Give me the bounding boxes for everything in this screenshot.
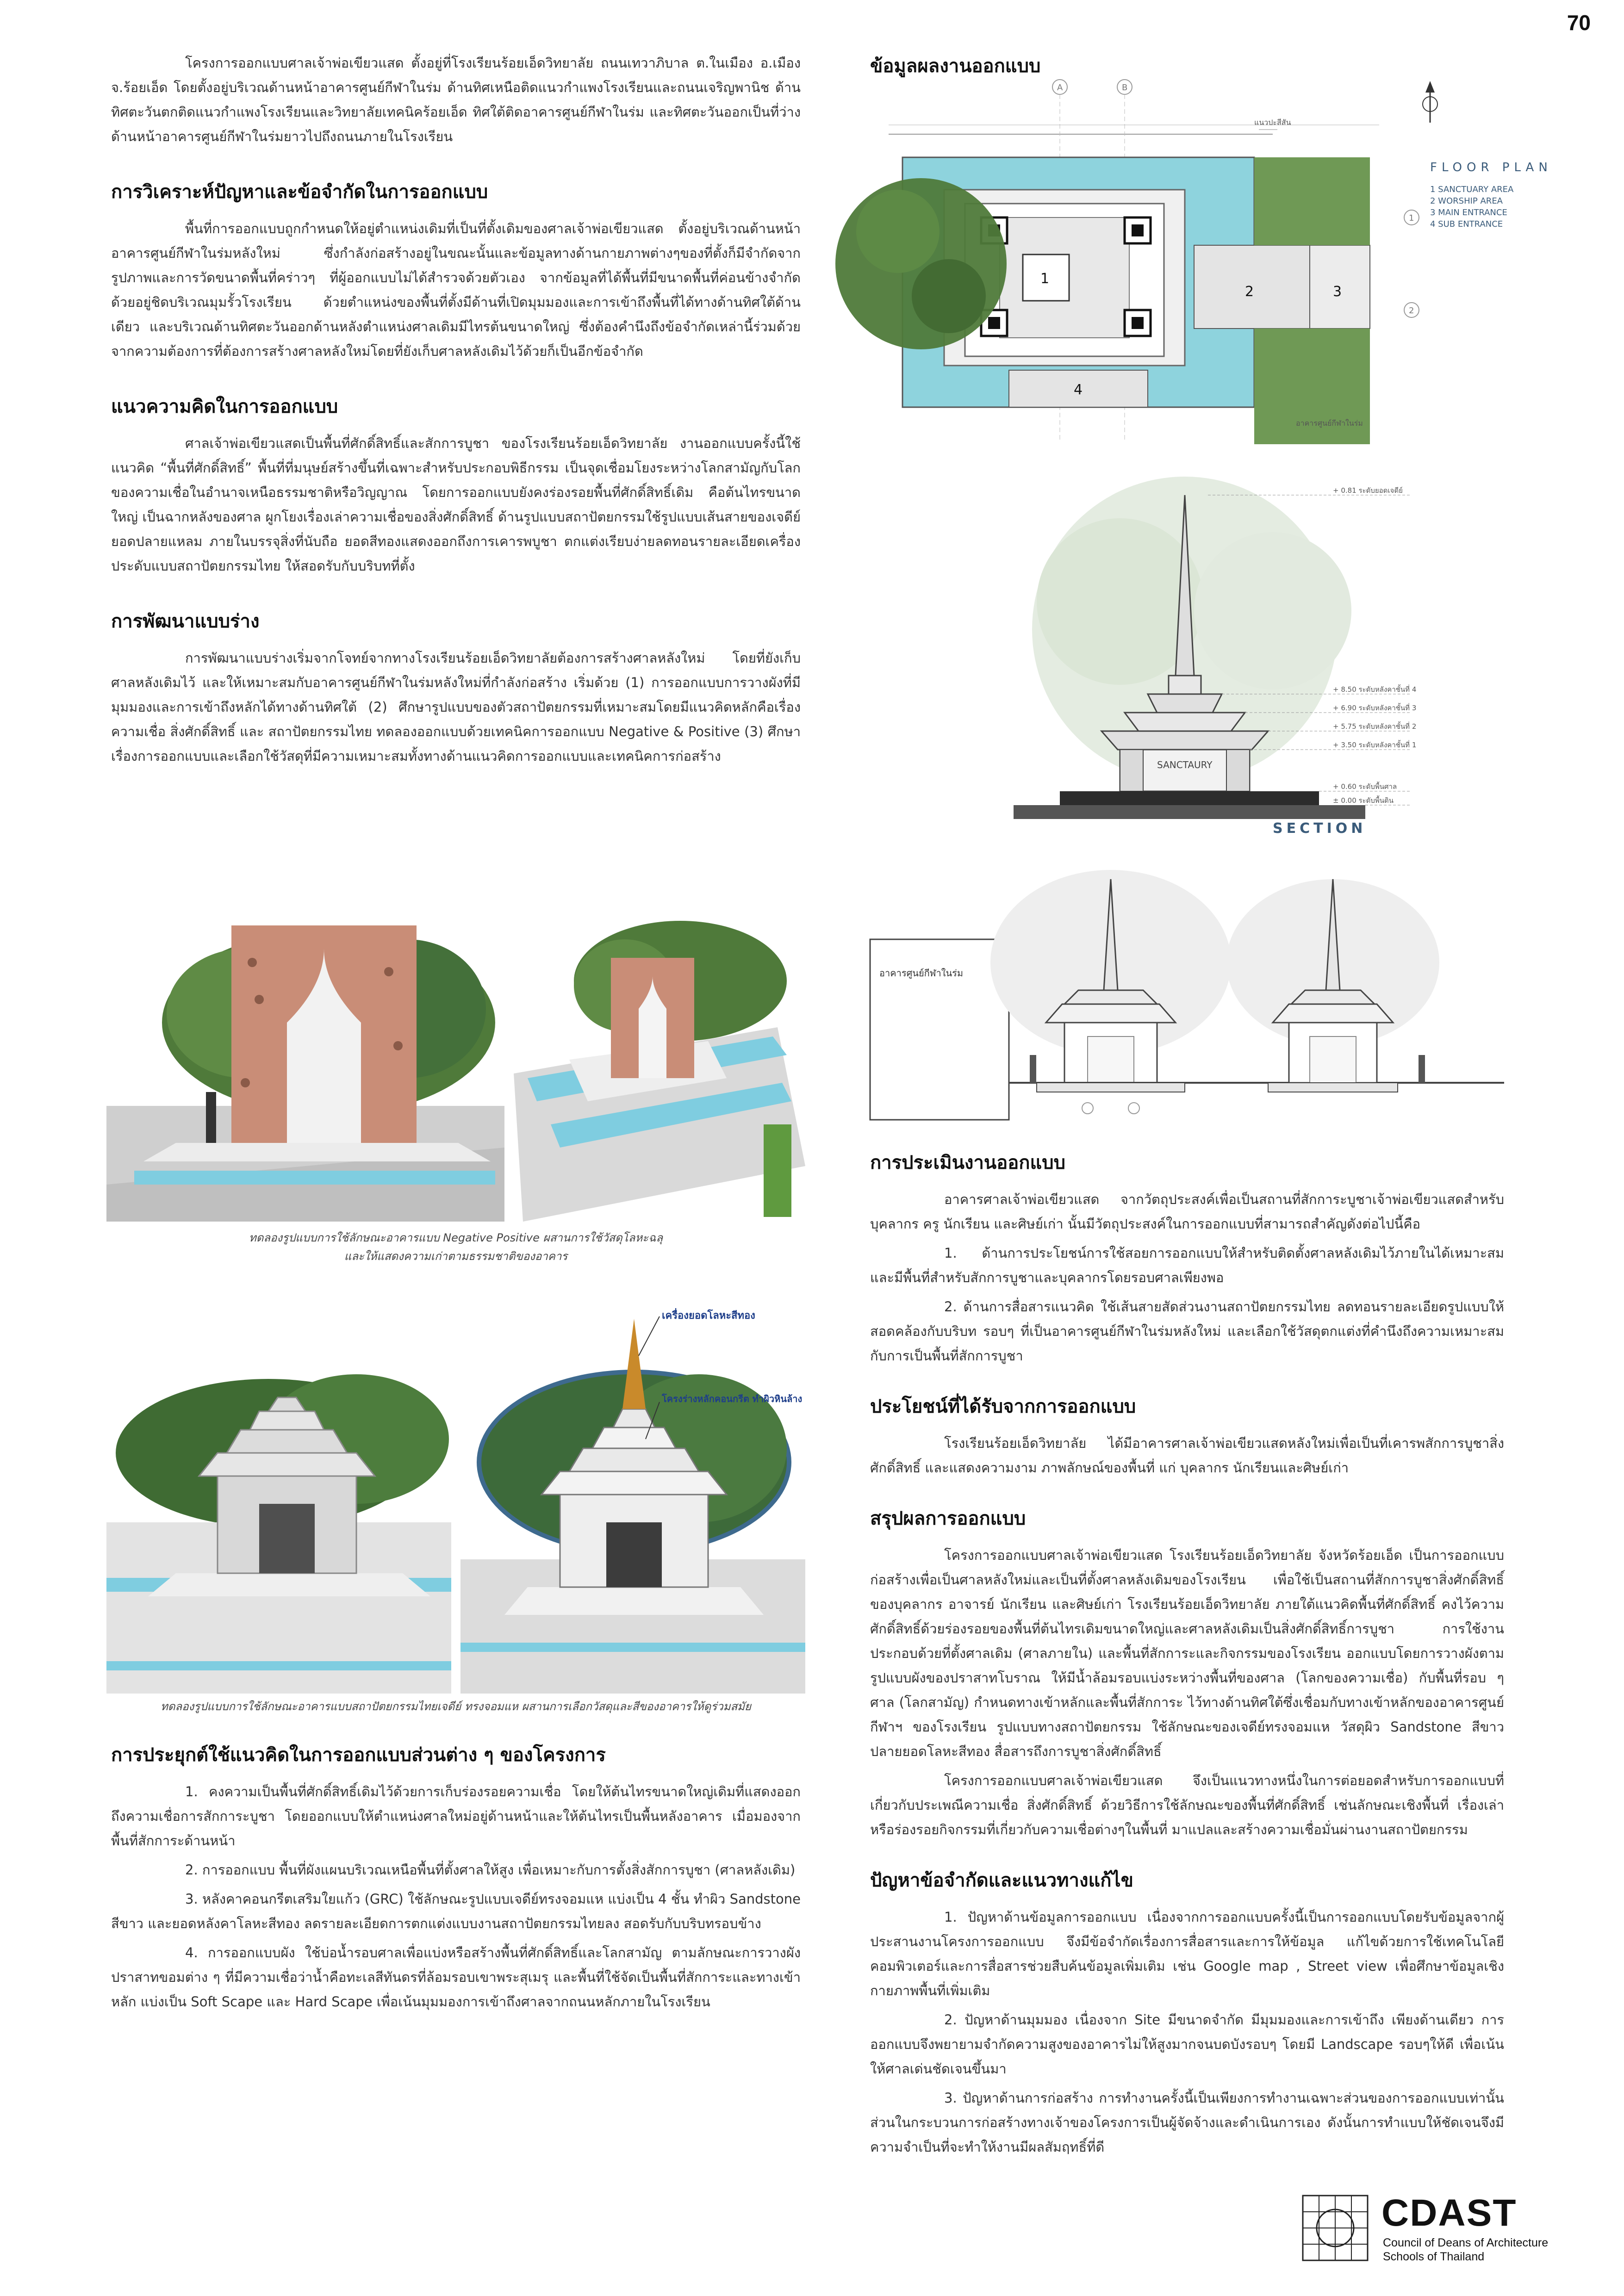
section-level-4: + 5.75 ระดับหลังคาชั้นที่ 2 (1333, 722, 1417, 731)
section-level-5: + 3.50 ระดับหลังคาชั้นที่ 1 (1333, 741, 1417, 749)
section-concept-text: ศาลเจ้าพ่อเขียวแสดเป็นพื้นที่ศักดิ์สิทธิ์และสักการบูชา ของโรงเรียนร้อยเอ็ดวิทยาลัย งานออกแบบครั้งนี้ใช้แนวคิด “พื้นที่ศักดิ์สิทธิ์” พื้นที่ที่มนุษย์สร้างขึ้นที่เฉพาะสำหรับประกอบพิธีกรรม เป็นจุดเชื่อมโยงระหว่างโลกสามัญกับโลกของความเชื่อในอำนาจเหนือธรรมชาติหรือวิญญาณ โดยการออกแบบยังคงร่องรอยพื้นที่ศักดิ์สิทธิ์เดิม คือต้นไทรขนาดใหญ่ เป็นฉากหลังของศาล ผูกโยงเรื่องเล่าความเชื่อของสิ่งศักดิ์สิทธิ์ ด้านรูปแบบสถาปัตยกรรมใช้รูปแบบเส้นสายของเจดีย์ยอดปลายแหลม ภายในบรรจุสิ่งที่นับถือ ยอดสีทองแสดงออกถึงการเคารพบูชา ตกแต่งเรียบง่ายลดทอนรายละเอียดเครื่องประดับแบบสถาปัตยกรรมไทย ให้สอดรับกับบริบทที่ตั้ง (111, 435, 801, 574)
plan-label-1: 1 (1040, 271, 1050, 287)
problem-point-1: 1. ปัญหาด้านข้อมูลการออกแบบ เนื่องจากการออกแบบครั้งนี้เป็นการออกแบบโดยรับข้อมูลจากผู้ประสานงานโครงการออกแบบ จึงมีข้อจำกัดเรื่องการสื่อสารและการให้ข้อมูล แก้ไขด้วยการใช้เทคโนโลยีคอมพิวเตอร์และการสื่อสารช่วยสืบค้นข้อมูลเพิ่มเติม เช่น Google map , Street view เพื่อศึกษาข้อมูลเชิงกายภาพพื้นที่เพิ่มเติม (870, 1909, 1504, 1998)
floor-plan-title: FLOOR PLAN (1430, 161, 1552, 174)
thai-chedi-render (106, 1300, 805, 1694)
section-level-1: + 0.81 ระดับยอดเจดีย์ (1333, 486, 1403, 495)
section-concept-title: แนวความคิดในการออกแบบ (111, 396, 338, 417)
section-apply-title: การประยุกต์ใช้แนวคิดในการออกแบบส่วนต่าง ๆ ของโครงการ (111, 1744, 606, 1766)
cdast-logo (1300, 2193, 1578, 2267)
summary-paragraph-2: โครงการออกแบบศาลเจ้าพ่อเขียวแสด จึงเป็นแนวทางหนึ่งในการต่อยอดสำหรับการออกแบบที่เกี่ยวกับประเพณีความเชื่อ สิ่งศักดิ์สิทธิ์ ด้วยวิธีการใช้ลักษณะของพื้นที่ศักดิ์สิทธิ์ เช่นลักษณะเชิงพื้นที่ เรื่องเล่า หรือร่องรอยกิจกรรมที่เกี่ยวกับความเชื่อต่างๆในพื้นที่ มาแปลและสร้างความเชื่อมั่นผ่านงานสถาปัตยกรรม (870, 1773, 1504, 1837)
plan-label-3: 3 (1333, 284, 1342, 300)
problem-point-3: 3. ปัญหาด้านการก่อสร้าง การทำงานครั้งนี้เป็นเพียงการทำงานเฉพาะส่วนของการออกแบบเท่านั้น ส่วนในกระบวนการก่อสร้างทางเจ้าของโครงการเป็นผู้จัดจ้างและดำเนินการเอง ดังนั้นการทำแบบให้ชัดเจนจึงมีความจำเป็นที่จะทำให้งานมีผลสัมฤทธิ์ที่ดี (870, 2090, 1504, 2155)
plan-legend-4: 4 SUB ENTRANCE (1430, 219, 1503, 229)
section-sanctuary-label: SANCTAURY (1157, 759, 1213, 770)
grid-b: B (1122, 83, 1128, 93)
summary-paragraph-1: โครงการออกแบบศาลเจ้าพ่อเขียวแสด โรงเรียนร้อยเอ็ดวิทยาลัย จังหวัดร้อยเอ็ด เป็นการออกแบบก่อสร้างเพื่อเป็นศาลหลังใหม่และเป็นที่ตั้งศาลหลังเดิมของโรงเรียน เพื่อใช้เป็นสถานที่สักการบูชาสิ่งศักดิ์สิทธิ์ของบุคลากร อาจารย์ นักเรียน และศิษย์เก่า โรงเรียนร้อยเอ็ดวิทยาลัย ภายใต้แนวคิดพื้นที่ศักดิ์สิทธิ์ คงไว้ความศักดิ์สิทธิ์ด้วยร่องรอยของพื้นที่ต้นไทรเดิมขนาดใหญ่และศาลหลังเดิมเป็นสิ่งศักดิ์สิทธิ์การบูชา การใช้งานประกอบด้วยที่ตั้งศาลเดิม (ศาลภายใน) และพื้นที่สักการะและกิจกรรมของโรงเรียน ออกแบบโดยการวางผังตามรูปแบบผังของปราสาทโบราณ ให้มีน้ำล้อมรอบแบ่งระหว่างพื้นที่ของศาล (โลกของความเชื่อ) กับพื้นที่รอบ ๆ ศาล (โลกสามัญ) กำหนดทางเข้าหลักและพื้นที่สักการะ ไว้ทางด้านทิศใต้ซึ่งเชื่อมกับทางเข้าหลักของอาคารศูนย์กีฬาฯ ของโรงเรียน รูปแบบทางสถาปัตยกรรม ใช้ลักษณะของเจดีย์ทรงจอมแห วัสดุผิว Sandstone สีขาว ปลายยอดโลหะสีทอง สื่อสารถึงการบูชาสิ่งศักดิ์สิทธิ์ (870, 1547, 1504, 1759)
apply-point-3: 3. หลังคาคอนกรีตเสริมใยแก้ว (GRC) ใช้ลักษณะรูปแบบเจดีย์ทรงจอมแห แบ่งเป็น 4 ชั้น ทำผิว Sandstone สีขาว และยอดหลังคาโลหะสีทอง ลดรายละเอียดการตกแต่งแบบงานสถาปัตยกรรมไทยลง สอดรับกับบริบทรอบข้าง (111, 1891, 801, 1931)
section-sketch-title: การพัฒนาแบบร่าง (111, 611, 260, 632)
plan-legend-2: 2 WORSHIP AREA (1430, 196, 1503, 206)
caption-1-line-2: และให้แสดงความเก่าตามธรรมชาติของอาคาร (344, 1250, 568, 1263)
section-analysis-text: พื้นที่การออกแบบถูกกำหนดให้อยู่ตำแหน่งเดิมที่เป็นที่ตั้งเดิมของศาลเจ้าพ่อเขียวแสด ตั้งอยู่บริเวณด้านหน้าอาคารศูนย์กีฬาในร่มหลังใหม่ ซึ่งกำลังก่อสร้างอยู่ในขณะนั้นและข้อมูลทางด้านกายภาพต่างๆของที่ตั้งก็มีจำกัดจากรูปภาพและการวัดขนาดพื้นที่คร่าวๆ ที่ผู้ออกแบบไม่ได้สำรวจด้วยตัวเอง จากข้อมูลที่ได้พื้นที่มีขนาดพื้นที่ค่อนข้างจำกัดด้วยอยู่ชิดบริเวณมุมรั้วโรงเรียน ด้วยตำแหน่งของพื้นที่ตั้งมีด้านที่เปิดมุมมองและการเข้าถึงพื้นที่ได้ทางด้านทิศใต้ด้านเดียว และบริเวณด้านทิศตะวันออกด้านหลังตำแหน่งศาลเดิมมีไทรต้นขนาดใหญ่ ซึ่งต้องคำนึงถึงข้อจำกัดเหล่านี้ร่วมด้วย จากความต้องการที่ต้องการสร้างศาลหลังใหม่โดยที่ยังเก็บศาลหลังเดิมไว้ด้วยก็เป็นอีกข้อจำกัด (111, 221, 801, 359)
label-gold-spire: เครื่องยอดโลหะสีทอง (662, 1310, 755, 1322)
apply-point-4: 4. การออกแบบผัง ใช้บ่อน้ำรอบศาลเพื่อแบ่งหรือสร้างพื้นที่ศักดิ์สิทธิ์และโลกสามัญ ตามลักษณะการวางผังปราสาทขอมต่าง ๆ ที่มีความเชื่อว่าน้ำคือทะเลสีทันดรที่ล้อมรอบเขาพระสุเมรุ และพื้นที่ใช้จัดเป็นพื้นที่สักการะและทางเข้าหลัก แบ่งเป็น Soft Scape และ Hard Scape เพื่อเน้นมุมมองการเข้าถึงศาลจากถนนหลักภายในโรงเรียน (111, 1945, 801, 2010)
grid-2: 2 (1409, 306, 1414, 316)
evaluation-intro: อาคารศาลเจ้าพ่อเขียวแสด จากวัตถุประสงค์เพื่อเป็นสถานที่สักการะบูชาเจ้าพ่อเขียวแสดสำหรับ บุคลากร ครู นักเรียน และศิษย์เก่า นั้นมีวัตถุประสงค์ในการออกแบบที่สามารถสำคัญดังต่อไปนี้คือ (870, 1191, 1504, 1232)
section-sketch-text: การพัฒนาแบบร่างเริ่มจากโจทย์จากทางโรงเรียนร้อยเอ็ดวิทยาลัยต้องการสร้างศาลหลังใหม่ โดยที่ยังเก็บศาลหลังเดิมไว้ และให้เหมาะสมกับอาคารศูนย์กีฬาในร่มหลังใหม่ที่กำลังก่อสร้าง เริ่มด้วย (1) การออกแบบการวางผังที่มีมุมมองและการเข้าถึงหลักได้ทางด้านทิศใต้ (2) ศึกษารูปแบบของตัวสถาปัตยกรรมที่เหมาะสมโดยมีแนวคิดหลักคือเรื่องความเชื่อ สิ่งศักดิ์สิทธิ์ และ สถาปัตยกรรมไทย ทดลองออกแบบด้วยเทคนิคการออกแบบ Negative & Positive (3) ศึกษาเรื่องการออกแบบและเลือกใช้วัสดุที่มีความเหมาะสมทั้งทางด้านแนวคิดการออกแบบและเทคนิคการก่อสร้าง (111, 650, 801, 764)
figure-thai-chedi (106, 1300, 805, 1694)
cdast-grid-icon (1300, 2193, 1370, 2263)
grid-a: A (1057, 83, 1063, 93)
section-analysis-title: การวิเคราะห์ปัญหาและข้อจำกัดในการออกแบบ (111, 181, 488, 203)
cdast-line-1: Council of Deans of Architecture (1383, 2236, 1549, 2249)
left-text-bottom (111, 1740, 801, 2019)
section-evaluation-title: การประเมินงานออกแบบ (870, 1152, 1066, 1173)
left-text-top (111, 51, 801, 773)
floor-plan-svg (870, 79, 1552, 458)
evaluation-point-2: 2. ด้านการสื่อสารแนวคิด ใช้เส้นสายสัดส่วนงานสถาปัตยกรรมไทย ลดทอนรายละเอียดรูปแบบให้สอดคล้องกับบริบท รอบๆ ที่เป็นอาคารศูนย์กีฬาในร่มหลังใหม่ และเลือกใช้วัสดุตกแต่งที่คำนึงถึงความเหมาะสมกับการเป็นพื้นที่สักการบูชา (870, 1299, 1504, 1364)
right-text (870, 1148, 1504, 2164)
grid-1: 1 (1409, 213, 1414, 223)
cdast-line-2: Schools of Thailand (1383, 2250, 1485, 2263)
elevation-svg (870, 851, 1504, 1124)
plan-legend-3: 3 MAIN ENTRANCE (1430, 208, 1507, 217)
plan-label-4: 4 (1074, 382, 1083, 398)
plan-note-top: แนวปะสีสัน (1254, 118, 1291, 127)
plan-label-2: 2 (1245, 284, 1254, 300)
page-number: 70 (1567, 11, 1591, 35)
cdast-wordmark: CDAST (1381, 2192, 1517, 2234)
north-arrow-icon (1423, 81, 1437, 123)
section-level-3: + 6.90 ระดับหลังคาชั้นที่ 3 (1333, 704, 1417, 712)
section-drawing (1014, 481, 1430, 842)
caption-1-line-1: ทดลองรูปแบบการใช้ลักษณะอาคารแบบ Negative Positive ผสานการใช้วัสดุโลหะฉลุ (249, 1231, 663, 1244)
section-summary-title: สรุปผลการออกแบบ (870, 1508, 1026, 1529)
floor-plan-drawing (870, 79, 1552, 458)
figure-caption-1 (106, 1229, 805, 1266)
section-benefit-title: ประโยชน์ที่ได้รับจากการออกแบบ (870, 1396, 1136, 1417)
figure-negative-positive (106, 907, 805, 1222)
plan-legend-1: 1 SANCTUARY AREA (1430, 185, 1514, 194)
evaluation-point-1: 1. ด้านการประโยชน์การใช้สอยการออกแบบให้สำหรับติดตั้งศาลหลังเดิมไว้ภายในได้เหมาะสม และมีพื้นที่สำหรับสักการบูชาและบุคลากรโดยรอบศาลเพียงพอ (870, 1245, 1504, 1285)
section-result-title: ข้อมูลผลงานออกแบบ (870, 56, 1041, 77)
section-level-2: + 8.50 ระดับหลังคาชั้นที่ 4 (1333, 685, 1417, 694)
elevation-drawing (870, 851, 1504, 1124)
section-title: SECTION (1273, 820, 1367, 837)
apply-point-2: 2. การออกแบบ พื้นที่ผังแผนบริเวณเหนือพื้นที่ตั้งศาลให้สูง เพื่อเหมาะกับการตั้งสิ่งสักการบูชา (ศาลหลังเดิม) (185, 1862, 796, 1878)
negative-positive-render (106, 907, 805, 1222)
benefit-text: โรงเรียนร้อยเอ็ดวิทยาลัย ได้มีอาคารศาลเจ้าพ่อเขียวแสดหลังใหม่เพื่อเป็นที่เคารพสักการบูชาสิ่งศักดิ์สิทธิ์ และแสดงความงาม ภาพลักษณ์ของพื้นที่ แก่ บุคลากร นักเรียนและศิษย์เก่า (870, 1435, 1504, 1476)
figure-caption-2: ทดลองรูปแบบการใช้ลักษณะอาคารแบบสถาปัตยกรรมไทยเจดีย์ ทรงจอมแห ผสานการเลือกวัสดุและสีของอาคารให้ดูร่วมสมัย (161, 1700, 751, 1713)
section-level-7: ± 0.00 ระดับพื้นดิน (1333, 796, 1394, 805)
plan-note-bottom: อาคารศูนย์กีฬาในร่ม (1296, 419, 1363, 428)
label-concrete-frame: โครงร่างหลักคอนกรีต ทำผิวหินล้าง (662, 1393, 803, 1404)
section-level-6: + 0.60 ระดับพื้นศาล (1333, 782, 1397, 791)
problem-point-2: 2. ปัญหาด้านมุมมอง เนื่องจาก Site มีขนาดจำกัด มีมุมมองและการเข้าถึง เพียงด้านเดียว การออกแบบจึงพยายามจำกัดความสูงของอาคารไม่ให้สูงมากจนบดบังรอบๆ โดยมี Landscape รอบๆให้ดี เพื่อเน้นให้ศาลเด่นชัดเจนขึ้นมา (870, 2012, 1504, 2077)
section-problem-title: ปัญหาข้อจำกัดและแนวทางแก้ไข (870, 1870, 1133, 1891)
intro-paragraph: โครงการออกแบบศาลเจ้าพ่อเขียวแสด ตั้งอยู่ที่โรงเรียนร้อยเอ็ดวิทยาลัย ถนนเทวาภิบาล ต.ในเมือง อ.เมือง จ.ร้อยเอ็ด โดยตั้งอยู่บริเวณด้านหน้าอาคารศูนย์กีฬาในร่ม ด้านทิศเหนือติดแนวกำแพงโรงเรียนและถนนเจริญพานิช ด้านทิศตะวันตกติดแนวกำแพงโรงเรียนและวิทยาลัยเทคนิคร้อยเอ็ด ทิศใต้ติดอาคารศูนย์กีฬาในร่ม และทิศตะวันออกเป็นที่ว่างด้านหน้าอาคารศูนย์กีฬาในร่มยาวไปถึงถนนภายในโรงเรียน (111, 55, 801, 144)
section-svg (1014, 481, 1430, 842)
elevation-building-label: อาคารศูนย์กีฬาในร่ม (879, 968, 964, 979)
apply-point-1: 1. คงความเป็นพื้นที่ศักดิ์สิทธิ์เดิมไว้ด้วยการเก็บร่องรอยความเชื่อ โดยให้ต้นไทรขนาดใหญ่เดิมที่แสดงออกถึงความเชื่อการสักการะบูชา โดยออกแบบให้ตำแหน่งศาลใหม่อยู่ด้านหน้าและให้ต้นไทรเป็นพื้นหลังอาคาร เมื่อมองจากพื้นที่สักการะด้านหน้า (111, 1784, 801, 1849)
